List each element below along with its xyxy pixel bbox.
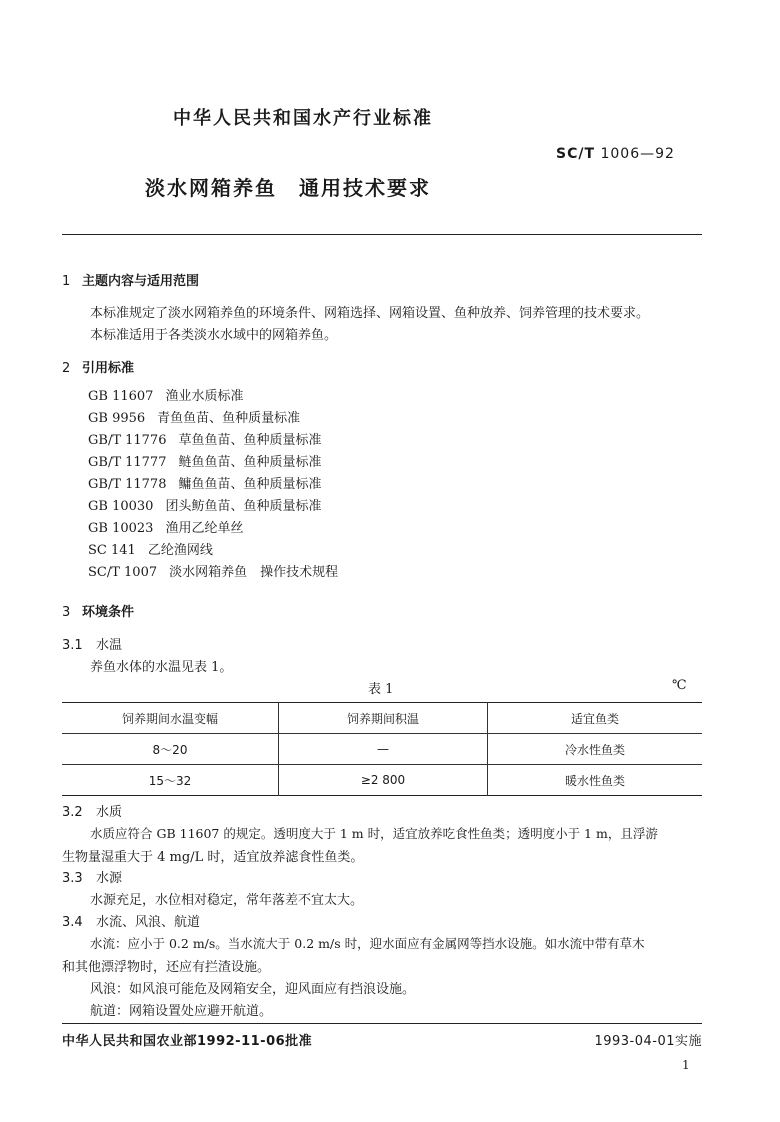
table-cell: 15～32 bbox=[148, 773, 192, 788]
reference-item bbox=[88, 408, 338, 430]
reference-item bbox=[88, 386, 338, 408]
section-2-title: 引用标准 bbox=[82, 361, 135, 376]
reference-code: SC/T 1007 bbox=[88, 565, 158, 580]
subsection-3-4-text: 风浪：如风浪可能危及网箱安全，迎风面应有挡浪设施。 bbox=[90, 982, 416, 997]
reference-code: GB 9956 bbox=[88, 411, 146, 426]
subsection-3-2-text: 生物量湿重大于 4 mg/L 时，适宜放养滤食性鱼类。 bbox=[62, 850, 364, 865]
header-rule bbox=[62, 234, 702, 235]
table-header-cell: 饲养期间水温变幅 bbox=[121, 711, 218, 726]
table-row bbox=[62, 765, 702, 796]
subsection-3-3-text: 水源充足，水位相对稳定，常年落差不宜太大。 bbox=[90, 893, 364, 908]
table-unit: ℃ bbox=[672, 678, 687, 693]
subsection-number: 3.2 bbox=[62, 805, 83, 820]
subsection-3-2-text: 水质应符合 GB 11607 的规定。透明度大于 1 m 时，适宜放养吃食性鱼类；透明度小于 1 m，且浮游 bbox=[90, 826, 658, 841]
reference-code: GB 10023 bbox=[88, 521, 154, 536]
table-caption: 表 1 bbox=[368, 682, 394, 697]
reference-code: GB 11607 bbox=[88, 389, 154, 404]
reference-title: 乙纶渔网线 bbox=[147, 543, 213, 558]
section-1-paragraph: 本标准规定了淡水网箱养鱼的环境条件、网箱选择、网箱设置、鱼种放养、饲养管理的技术要求。 bbox=[90, 306, 650, 321]
subsection-3-2-heading bbox=[62, 801, 122, 820]
standard-code bbox=[556, 146, 675, 162]
subsection-3-1-heading bbox=[62, 634, 122, 653]
table-cell: 8～20 bbox=[152, 742, 188, 757]
table-cell: 暖水性鱼类 bbox=[488, 765, 703, 796]
reference-list bbox=[88, 386, 338, 584]
section-1-title: 主题内容与适用范围 bbox=[82, 274, 200, 289]
subsection-title: 水流、风浪、航道 bbox=[96, 915, 201, 930]
section-2-heading bbox=[62, 357, 134, 376]
reference-title: 鲢鱼鱼苗、鱼种质量标准 bbox=[178, 455, 322, 470]
table-header-cell: 饲养期间积温 bbox=[279, 703, 488, 734]
subsection-3-4-text: 和其他漂浮物时，还应有拦渣设施。 bbox=[62, 960, 271, 975]
reference-item bbox=[88, 562, 338, 584]
reference-item bbox=[88, 474, 338, 496]
section-1-number: 1 bbox=[62, 274, 71, 289]
subsection-number: 3.4 bbox=[62, 915, 83, 930]
subsection-3-4-text: 水流：应小于 0.2 m/s。当水流大于 0.2 m/s 时，迎水面应有金属网等挡水设施。如水流中带有草木 bbox=[90, 936, 645, 951]
page-number: 1 bbox=[682, 1058, 690, 1072]
water-temperature-table bbox=[62, 702, 702, 796]
section-1-heading bbox=[62, 270, 199, 289]
reference-title: 淡水网箱养鱼 操作技术规程 bbox=[169, 565, 339, 580]
table-row bbox=[62, 734, 702, 765]
reference-code: GB 10030 bbox=[88, 499, 154, 514]
effective-date: 1993-04-01实施 bbox=[594, 1034, 702, 1049]
document-title: 淡水网箱养鱼 通用技术要求 bbox=[145, 176, 431, 200]
section-2-number: 2 bbox=[62, 361, 71, 376]
reference-code: SC 141 bbox=[88, 543, 136, 558]
table-header-cell: 适宜鱼类 bbox=[488, 703, 703, 734]
subsection-title: 水质 bbox=[96, 805, 123, 820]
section-1-paragraph: 本标准适用于各类淡水水域中的网箱养鱼。 bbox=[90, 328, 338, 343]
subsection-3-4-heading bbox=[62, 911, 200, 930]
org-title: 中华人民共和国水产行业标准 bbox=[173, 108, 433, 129]
reference-title: 团头鲂鱼苗、鱼种质量标准 bbox=[165, 499, 322, 514]
reference-title: 鳙鱼鱼苗、鱼种质量标准 bbox=[178, 477, 322, 492]
reference-item bbox=[88, 452, 338, 474]
reference-title: 青鱼鱼苗、鱼种质量标准 bbox=[157, 411, 301, 426]
reference-item bbox=[88, 540, 338, 562]
standard-code-prefix: SC/T bbox=[556, 146, 596, 162]
reference-item bbox=[88, 518, 338, 540]
reference-code: GB/T 11777 bbox=[88, 455, 167, 470]
section-3-title: 环境条件 bbox=[82, 605, 135, 620]
subsection-title: 水温 bbox=[96, 638, 123, 653]
table-cell: ≥2 800 bbox=[279, 765, 488, 796]
subsection-3-1-text: 养鱼水体的水温见表 1。 bbox=[90, 660, 233, 675]
section-3-number: 3 bbox=[62, 605, 71, 620]
reference-title: 渔用乙纶单丝 bbox=[165, 521, 244, 536]
standard-code-number: 1006—92 bbox=[600, 146, 675, 162]
reference-title: 渔业水质标准 bbox=[165, 389, 244, 404]
footer-rule bbox=[62, 1023, 702, 1024]
approval-line: 中华人民共和国农业部1992-11-06批准 bbox=[62, 1034, 313, 1049]
reference-item bbox=[88, 430, 338, 452]
table-cell: 冷水性鱼类 bbox=[488, 734, 703, 765]
reference-item bbox=[88, 496, 338, 518]
reference-title: 草鱼鱼苗、鱼种质量标准 bbox=[178, 433, 322, 448]
table-cell: — bbox=[279, 734, 488, 765]
subsection-3-4-text: 航道：网箱设置处应避开航道。 bbox=[90, 1004, 273, 1019]
subsection-number: 3.1 bbox=[62, 638, 83, 653]
subsection-number: 3.3 bbox=[62, 871, 83, 886]
section-3-heading bbox=[62, 601, 134, 620]
subsection-3-3-heading bbox=[62, 867, 122, 886]
table-header-row bbox=[62, 703, 702, 734]
reference-code: GB/T 11776 bbox=[88, 433, 167, 448]
subsection-title: 水源 bbox=[96, 871, 123, 886]
reference-code: GB/T 11778 bbox=[88, 477, 167, 492]
